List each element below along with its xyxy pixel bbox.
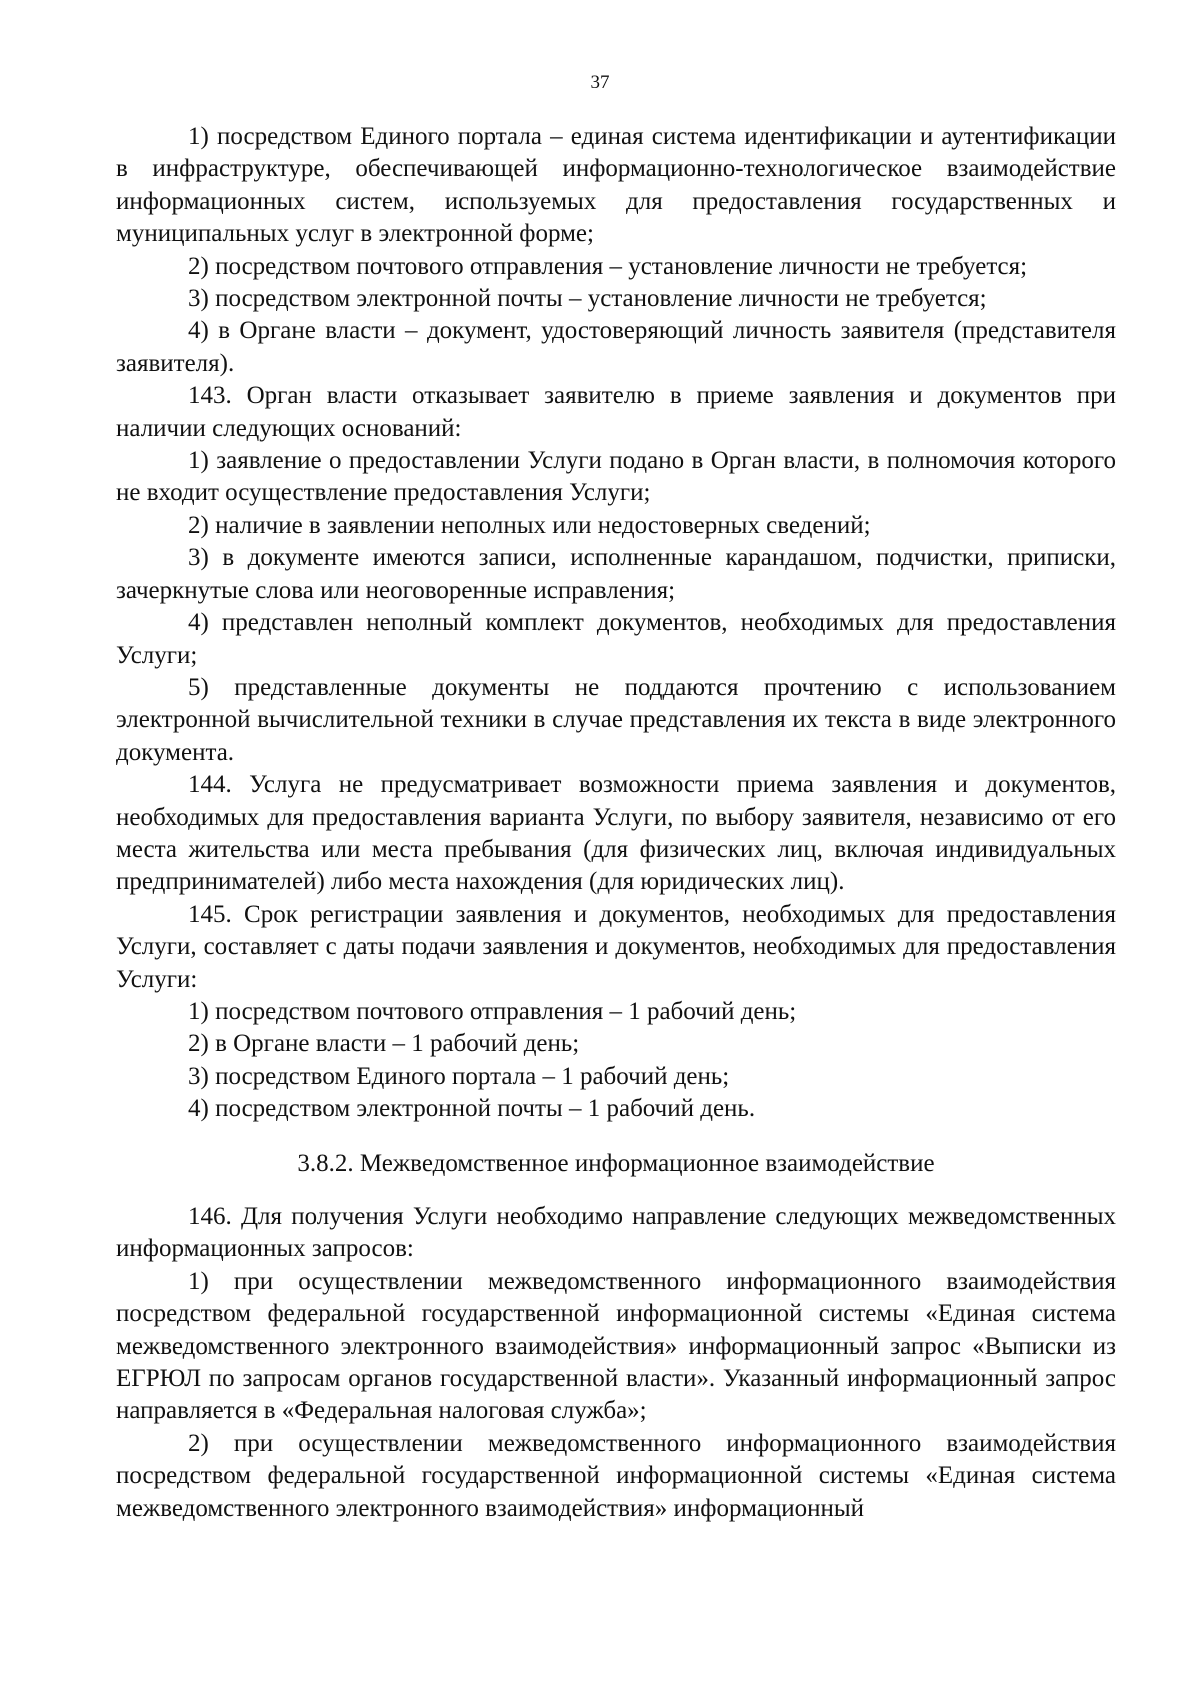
paragraph-146-item-1: 1) при осуществлении межведомственного информационного взаимодействия посредством федеральной государственной информационной системы «Единая система межведомственного электронного взаимодействия» информационный запрос «Выписки из ЕГРЮЛ по запросам органов государственной власти». Указанный информационный запрос направляется в «Федеральная налоговая служба»;: [116, 1267, 1116, 1425]
paragraph-143-item-2: 2) наличие в заявлении неполных или недостоверных сведений;: [188, 511, 871, 539]
paragraph-143-item-5: 5) представленные документы не поддаются прочтению с использованием электронной вычислительной техники в случае представления их текста в виде электронного документа.: [116, 673, 1116, 766]
paragraph-145-item-3: 3) посредством Единого портала – 1 рабочий день;: [188, 1062, 730, 1090]
paragraph-143-item-3: 3) в документе имеются записи, исполненные карандашом, подчистки, приписки, зачеркнутые слова или неоговоренные исправления;: [116, 544, 1116, 604]
paragraph-144: 144. Услуга не предусматривает возможности приема заявления и документов, необходимых для предоставления варианта Услуги, по выбору заявителя, независимо от его места жительства или места пребывания (для физических лиц, включая индивидуальных предпринимателей) либо места нахождения (для юридических лиц).: [116, 771, 1116, 896]
paragraph-identification-portal: 1) посредством Единого портала – единая система идентификации и аутентификации в инфраструктуре, обеспечивающей информационно-технологическое взаимодействие информационных систем, используемых для предоставления государственных и муниципальных услуг в электронной форме;: [116, 123, 1116, 248]
paragraph-146-item-2: 2) при осуществлении межведомственного информационного взаимодействия посредством федеральной государственной информационной системы «Единая система межведомственного электронного взаимодействия» информационный: [116, 1429, 1116, 1522]
paragraph-145: 145. Срок регистрации заявления и документов, необходимых для предоставления Услуги, составляет с даты подачи заявления и документов, необходимых для предоставления Услуги:: [116, 900, 1116, 993]
section-heading: 3.8.2. Межведомственное информационное взаимодействие: [297, 1149, 935, 1177]
page-number: 37: [590, 72, 610, 93]
paragraph-146: 146. Для получения Услуги необходимо направление следующих межведомственных информационных запросов:: [116, 1203, 1116, 1263]
document-body: [116, 121, 1116, 1525]
paragraph-143: 143. Орган власти отказывает заявителю в приеме заявления и документов при наличии следующих оснований:: [116, 382, 1116, 442]
paragraph-identification-authority: 4) в Органе власти – документ, удостоверяющий личность заявителя (представителя заявителя).: [116, 317, 1116, 377]
paragraph-145-item-1: 1) посредством почтового отправления – 1 рабочий день;: [188, 997, 797, 1025]
paragraph-identification-email: 3) посредством электронной почты – установление личности не требуется;: [188, 285, 987, 313]
paragraph-145-item-4: 4) посредством электронной почты – 1 рабочий день.: [188, 1095, 756, 1123]
paragraph-identification-post: 2) посредством почтового отправления – установление личности не требуется;: [188, 252, 1028, 280]
paragraph-143-item-4: 4) представлен неполный комплект документов, необходимых для предоставления Услуги;: [116, 609, 1116, 669]
paragraph-143-item-1: 1) заявление о предоставлении Услуги подано в Орган власти, в полномочия которого не входит осуществление предоставления Услуги;: [116, 447, 1116, 507]
paragraph-145-item-2: 2) в Органе власти – 1 рабочий день;: [188, 1030, 580, 1058]
